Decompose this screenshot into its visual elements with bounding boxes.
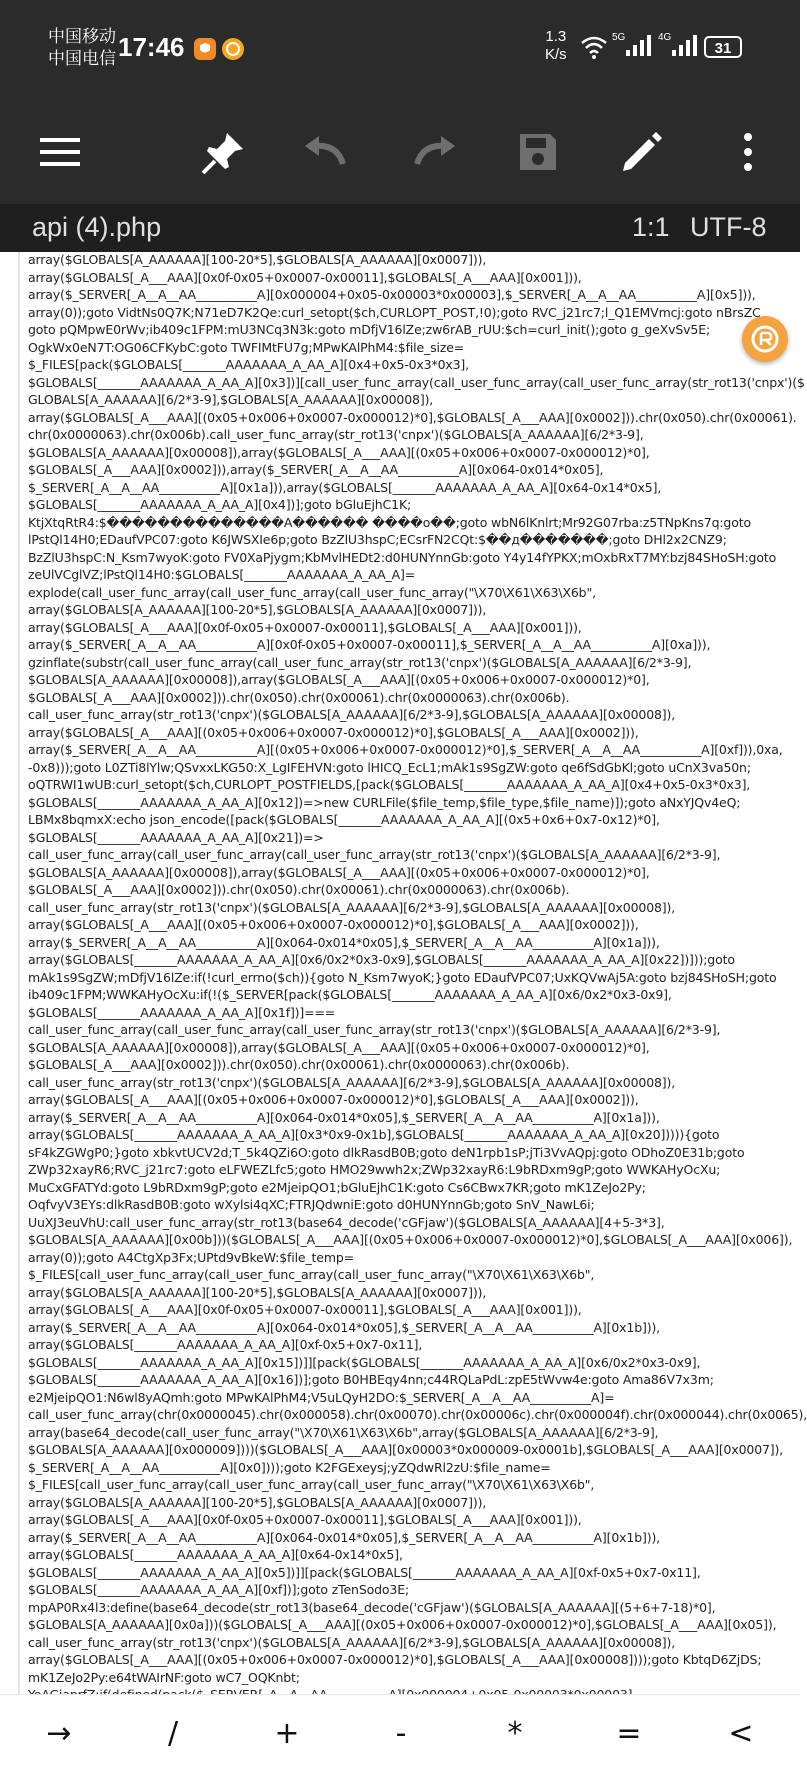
code-line[interactable]: $GLOBALS[A_AAAAAA][0x00b]))($GLOBALS[_A___AAA][(0x05+0x006+0x0007-0x000012)*0],$GLOBALS[_A___AAA][0x006]),	[28, 1232, 793, 1247]
code-line[interactable]: KtjXtqRtR4:$��������������A������ ����o��;goto wbN6lKnlrt;Mr92G07rba:z5TNpKns7q:goto	[28, 514, 751, 530]
assistant-icon	[750, 324, 780, 354]
code-line[interactable]: $GLOBALS[_______AAAAAAA_A_AA_A][0x4])];goto bGluEjhC1K;	[28, 497, 412, 512]
key-less-than[interactable]: <	[728, 1716, 754, 1751]
code-line[interactable]: array($GLOBALS[_A___AAA][(0x05+0x006+0x0007-0x000012)*0],$GLOBALS[_A___AAA][0x0002])),	[28, 917, 639, 932]
code-line[interactable]: array($_SERVER[_A__A__AA__________A][0x064-0x014*0x05],$_SERVER[_A__A__AA__________A][0x1a])),	[28, 934, 660, 950]
code-line[interactable]: array($GLOBALS[A_AAAAAA][100-20*5],$GLOBALS[A_AAAAAA][0x0007])),	[28, 602, 487, 617]
code-line[interactable]: array($GLOBALS[_A___AAA][0x0f-0x05+0x0007-0x00011],$GLOBALS[_A___AAA][0x001])),	[28, 1512, 582, 1527]
code-line[interactable]: array($GLOBALS[A_AAAAAA][100-20*5],$GLOBALS[A_AAAAAA][0x0007])),	[28, 1284, 487, 1300]
code-line[interactable]: sF4kZGWgP0;}goto xbkvtUCV2d;T_5k4QZi6O:goto dlkRasdB0B;goto deN1rpb1sP;jTi3VvAQpj:goto ODhoZ0E31b;goto	[28, 1144, 745, 1160]
code-line[interactable]: array($GLOBALS[_A___AAA][0x0f-0x05+0x0007-0x00011],$GLOBALS[_A___AAA][0x001])),	[28, 269, 582, 285]
code-line[interactable]: $GLOBALS[_______AAAAAAA_A_AA_A][0x12])=>new CURLFile($file_temp,$file_type,$file_name)]);goto aNxYJQv4eQ;	[28, 794, 741, 810]
key-slash[interactable]: /	[167, 1716, 179, 1751]
code-line[interactable]: $GLOBALS[A_AAAAAA][0x000009])))($GLOBALS[_A___AAA][0x00003*0x000009-0x0001b],$GLOBALS[_A___AAA][0x0007]),	[28, 1442, 784, 1457]
file-name: api (4).php	[32, 212, 162, 242]
code-line[interactable]: array($_SERVER[_A__A__AA__________A][0x064-0x014*0x05],$_SERVER[_A__A__AA__________A][0x1a])),	[28, 1109, 660, 1125]
code-line[interactable]: array($GLOBALS[_A___AAA][0x0f-0x05+0x0007-0x00011],$GLOBALS[_A___AAA][0x001])),	[28, 619, 582, 635]
battery-indicator: 31	[704, 36, 742, 58]
key-arrow[interactable]: →	[46, 1716, 72, 1751]
signal-2-label: 4G	[658, 32, 672, 43]
net-speed-value: 1.3	[545, 28, 567, 45]
undo-button[interactable]	[296, 124, 352, 180]
code-line[interactable]: chr(0x0000063).chr(0x006b).call_user_func_array(str_rot13('cnpx')($GLOBALS[A_AAAAAA][6/2*3-9],	[28, 427, 644, 442]
file-encoding[interactable]: UTF-8	[690, 212, 767, 242]
code-line[interactable]: array($GLOBALS[_A___AAA][(0x05+0x006+0x0007-0x000012)*0],$GLOBALS[_A___AAA][0x0002])),	[28, 724, 639, 740]
code-line[interactable]: $_FILES[call_user_func_array(call_user_func_array(call_user_func_array("\X70\X61\X63\X6b",	[28, 1267, 595, 1282]
floating-assistant-button[interactable]	[742, 316, 788, 362]
editor-toolbar	[0, 98, 800, 204]
code-line[interactable]: $_FILES[call_user_func_array(call_user_func_array(call_user_func_array("\X70\X61\X63\X6b",	[28, 1477, 595, 1492]
code-line[interactable]: $GLOBALS[A_AAAAAA][0x0a]))($GLOBALS[_A___AAA][(0x05+0x006+0x0007-0x000012)*0],$GLOBALS[_A___AAA][0x05]),	[28, 1617, 777, 1632]
code-line[interactable]: ZWp32xayR6;RVC_j21rc7:goto eLFWEZLfc5;goto HMO29wwh2x;ZWp32xayR6:L9bRDxm9gP;goto WWKAHyOcXu;	[28, 1162, 721, 1177]
code-line[interactable]: UuXJ3euVhU:call_user_func_array(str_rot13(base64_decode('cGFjaw')($GLOBALS[A_AAAAAA][4+5-3*3],	[28, 1214, 665, 1230]
code-line[interactable]: $_SERVER[_A__A__AA__________A][0x1a])),array($GLOBALS[_______AAAAAAA_A_AA_A][0x64-0x14*0x5],	[28, 479, 662, 495]
edit-button[interactable]	[614, 124, 670, 180]
code-line[interactable]: OqfvyV3EYs:dlkRasdB0B:goto wXylsi4qXC;FTRJQdwniE:goto d0HUNYnnGb;goto SnV_NawL6i;	[28, 1197, 595, 1212]
code-line[interactable]: $GLOBALS[_A___AAA][0x0002])).chr(0x050).chr(0x00061).chr(0x0000063).chr(0x006b).	[28, 689, 570, 705]
line-gutter	[18, 252, 20, 1694]
clock: 17:46	[118, 32, 185, 62]
save-button[interactable]	[510, 124, 566, 180]
file-info-bar	[0, 204, 800, 252]
more-icon	[742, 132, 754, 172]
signal-1-label: 5G	[612, 32, 626, 43]
code-line[interactable]: $GLOBALS[_______AAAAAAA_A_AA_A][0x1f])]===	[28, 1004, 336, 1020]
redo-button[interactable]	[408, 124, 464, 180]
signal-2-icon	[670, 34, 700, 58]
carrier-1: 中国移动	[48, 27, 116, 46]
code-line[interactable]: call_user_func_array(str_rot13('cnpx')($GLOBALS[A_AAAAAA][6/2*3-9],$GLOBALS[A_AAAAAA][0x00008]),	[28, 1074, 676, 1090]
code-line[interactable]: array($_SERVER[_A__A__AA__________A][0x064-0x014*0x05],$_SERVER[_A__A__AA__________A][0x1b])),	[28, 1319, 660, 1335]
code-line[interactable]: array($GLOBALS[_A___AAA][(0x05+0x006+0x0007-0x000012)*0],$GLOBALS[_A___AAA][0x0002])).chr(0x050).chr(0x00061).	[28, 409, 797, 425]
code-line[interactable]: zeUlVCglVZ;lPstQl14H0:$GLOBALS[_______AAAAAAA_A_AA_A]=	[28, 567, 416, 582]
code-line[interactable]: ib409c1FPM;WWKAHyOcXu:if(!($_SERVER[pack($GLOBALS[_______AAAAAAA_A_AA_A][0x6/0x2*0x3-0x9],	[28, 987, 672, 1002]
code-line[interactable]: array($_SERVER[_A__A__AA__________A][0x064-0x014*0x05],$_SERVER[_A__A__AA__________A][0x1b])),	[28, 1529, 660, 1545]
code-line[interactable]: $_SERVER[_A__A__AA__________A][0x0])));goto K2FGExeysj;yZQdwRl2zU:$file_name=	[28, 1459, 551, 1475]
code-line[interactable]: oQTRWI1wUB:curl_setopt($ch,CURLOPT_POSTFIELDS,[pack($GLOBALS[_______AAAAAAA_A_AA_A][0x4+0x5-0x3*0x3],	[28, 777, 751, 792]
key-asterisk[interactable]: *	[507, 1716, 523, 1751]
code-line[interactable]: $GLOBALS[A_AAAAAA][0x00008]),array($GLOBALS[_A___AAA][(0x05+0x006+0x0007-0x000012)*0],	[28, 444, 650, 460]
code-line[interactable]: $GLOBALS[A_AAAAAA][0x00008]),array($GLOBALS[_A___AAA][(0x05+0x006+0x0007-0x000012)*0],	[28, 672, 650, 687]
code-line[interactable]: array(0));goto VidtNs0Q7K;N71eD7K2Qe:curl_setopt($ch,CURLOPT_POST,!0);goto RVC_j21rc7;l_Q1EMVmcj:goto nBrsZC	[28, 304, 761, 320]
code-line[interactable]: $GLOBALS[_______AAAAAAA_A_AA_A][0x5])]][pack($GLOBALS[_______AAAAAAA_A_AA_A][0xf-0x5+0x7-0x11],	[28, 1564, 701, 1580]
code-line[interactable]: lPstQl14H0;EDaufVPC07:goto K6JWSXIe6p;goto BzZlU3hspC;ECsrFN2CQt:$��д�������;goto DHl2x2CNZ9;	[28, 532, 727, 547]
carrier-2: 中国电信	[48, 49, 116, 68]
code-line[interactable]: array($GLOBALS[_______AAAAAAA_A_AA_A][0xf-0x5+0x7-0x11],	[28, 1337, 423, 1352]
status-bar	[0, 0, 800, 98]
code-line[interactable]: call_user_func_array(str_rot13('cnpx')($GLOBALS[A_AAAAAA][6/2*3-9],$GLOBALS[A_AAAAAA][0x00008]),	[28, 707, 676, 722]
code-line[interactable]: mK1ZeJo2Py:e64tWAIrNF:goto wC7_OQKnbt;	[28, 1669, 300, 1685]
pin-icon	[199, 127, 249, 177]
undo-icon	[299, 132, 349, 172]
code-line[interactable]: $_FILES[pack($GLOBALS[_______AAAAAAA_A_AA_A][0x4+0x5-0x3*0x3],	[28, 357, 469, 372]
code-line[interactable]: array($GLOBALS[_A___AAA][(0x05+0x006+0x0007-0x000012)*0],$GLOBALS[_A___AAA][0x00008])));goto KbtqD6ZjDS;	[28, 1652, 762, 1667]
code-line[interactable]: array(0));goto A4CtgXp3Fx;UPtd9vBkeW:$file_temp=	[28, 1249, 354, 1265]
code-line[interactable]: array(base64_decode(call_user_func_array("\X70\X61\X63\X6b",array($GLOBALS[A_AAAAAA][6/2*3-9],	[28, 1424, 659, 1440]
code-line[interactable]: OgkWx0eN7T:OG06CFKybC:goto TWFIMtFU7g;MPwKAlPhM4:$file_size=	[28, 339, 465, 355]
code-line[interactable]: array($_SERVER[_A__A__AA__________A][0x0f-0x05+0x0007-0x00011],$_SERVER[_A__A__AA__________A][0xa])),	[28, 637, 711, 652]
edit-icon	[619, 129, 665, 175]
code-line[interactable]: array($GLOBALS[_______AAAAAAA_A_AA_A][0x3*0x9-0x1b],$GLOBALS[_______AAAAAAA_A_AA_A][0x20])))){goto	[28, 1127, 720, 1142]
save-icon	[516, 130, 560, 174]
pin-button[interactable]	[196, 124, 252, 180]
r-app-icon	[222, 38, 244, 60]
code-line[interactable]: e2MjeipQO1:N6wl8yAQmh:goto MPwKAlPhM4;V5uLQyH2DO:$_SERVER[_A__A__AA__________A]=	[28, 1389, 615, 1405]
code-line[interactable]: call_user_func_array(str_rot13('cnpx')($GLOBALS[A_AAAAAA][6/2*3-9],$GLOBALS[A_AAAAAA][0x00008]),	[28, 899, 676, 915]
key-equals[interactable]: =	[616, 1716, 642, 1751]
code-line[interactable]: $GLOBALS[_______AAAAAAA_A_AA_A][0x15])]][pack($GLOBALS[_______AAAAAAA_A_AA_A][0x6/0x2*0x3-0x9],	[28, 1354, 701, 1370]
code-line[interactable]: -0x8)));goto L0ZTi8lYlw;QSvxxLKG50:X_LgIFEHVN:goto lHICQ_EcL1;mAk1s9SgZW:goto qe6fSdGbKl;goto uCnX3va50n;	[28, 759, 751, 775]
code-line[interactable]: mAk1s9SgZW;mDfjV16lZe:if(!curl_errno($ch)){goto N_Ksm7wyoK;}goto EDaufVPC07;UxKQVwAj5A:goto bzj84SHoSH;goto	[28, 969, 777, 985]
carrier-labels	[48, 26, 116, 70]
code-line[interactable]: $GLOBALS[_A___AAA][0x0002])),array($_SERVER[_A__A__AA__________A][0x064-0x014*0x05],	[28, 462, 604, 477]
code-line[interactable]: array($_SERVER[_A__A__AA__________A][(0x05+0x006+0x0007-0x000012)*0],$_SERVER[_A__A__AA__________A][0xf])),0xa,	[28, 742, 783, 757]
code-line[interactable]: call_user_func_array(call_user_func_array(call_user_func_array(str_rot13('cnpx')($GLOBALS[A_AAAAAA][6/2*3-9],	[28, 847, 721, 862]
code-line[interactable]: array($GLOBALS[A_AAAAAA][100-20*5],$GLOBALS[A_AAAAAA][0x0007])),	[28, 1494, 487, 1510]
code-line[interactable]: GLOBALS[A_AAAAAA][6/2*3-9],$GLOBALS[A_AAAAAA][0x00008]),	[28, 392, 434, 407]
code-line[interactable]: $GLOBALS[_______AAAAAAA_A_AA_A][0xf])];goto zTenSodo3E;	[28, 1582, 410, 1597]
net-speed-unit: K/s	[545, 46, 567, 63]
symbol-key-bar	[0, 1694, 800, 1777]
code-line[interactable]: $GLOBALS[_A___AAA][0x0002])).chr(0x050).chr(0x00061).chr(0x0000063).chr(0x006b).	[28, 882, 570, 897]
code-editor[interactable]	[0, 252, 807, 1694]
code-line[interactable]: call_user_func_array(chr(0x0000045).chr(0x000058).chr(0x00070).chr(0x00006c).chr(0x000004f).chr(0x000044).chr(0x0065),	[28, 1407, 807, 1422]
shield-app-icon	[194, 38, 216, 60]
code-line[interactable]: $GLOBALS[A_AAAAAA][0x00008]),array($GLOBALS[_A___AAA][(0x05+0x006+0x0007-0x000012)*0],	[28, 1039, 650, 1055]
redo-icon	[411, 132, 461, 172]
code-line[interactable]: call_user_func_array(call_user_func_array(call_user_func_array(str_rot13('cnpx')($GLOBALS[A_AAAAAA][6/2*3-9],	[28, 1022, 721, 1037]
code-line[interactable]: $GLOBALS[_A___AAA][0x0002])).chr(0x050).chr(0x00061).chr(0x0000063).chr(0x006b).	[28, 1057, 570, 1072]
code-line[interactable]: explode(call_user_func_array(call_user_func_array(call_user_func_array("\X70\X61\X63\X6b",	[28, 584, 596, 600]
code-line[interactable]: mpAP0Rx4l3:define(base64_decode(str_rot13(base64_decode('cGFjaw')($GLOBALS[A_AAAAAA][(5+6+7-18)*0],	[28, 1599, 716, 1615]
wifi-icon	[580, 34, 608, 60]
code-line[interactable]: $GLOBALS[_______AAAAAAA_A_AA_A][0x16])];goto B0HBEqy4nn;c44RQLaPdL:zpE5tWvw4e:goto Ama86V7x3m;	[28, 1372, 714, 1387]
code-line[interactable]: array($GLOBALS[_A___AAA][(0x05+0x006+0x0007-0x000012)*0],$GLOBALS[_A___AAA][0x0002])),	[28, 1092, 639, 1107]
code-line[interactable]: array($GLOBALS[_A___AAA][0x0f-0x05+0x0007-0x00011],$GLOBALS[_A___AAA][0x001])),	[28, 1302, 582, 1317]
cursor-position: 1:1	[632, 212, 670, 242]
net-speed	[545, 28, 567, 64]
code-line[interactable]: LBMx8bqmxX:echo json_encode([pack($GLOBALS[_______AAAAAAA_A_AA_A][(0x5+0x6+0x7-0x12)*0],	[28, 812, 660, 827]
code-line[interactable]: call_user_func_array(str_rot13('cnpx')($GLOBALS[A_AAAAAA][6/2*3-9],$GLOBALS[A_AAAAAA][0x00008]),	[28, 1634, 676, 1650]
code-line[interactable]: gzinflate(substr(call_user_func_array(call_user_func_array(str_rot13('cnpx')($GLOBALS[A_AAAAAA][6/2*3-9],	[28, 654, 692, 670]
more-options-button[interactable]	[720, 124, 776, 180]
key-plus[interactable]: +	[274, 1716, 300, 1751]
code-line[interactable]: $GLOBALS[_______AAAAAAA_A_AA_A][0x3])][call_user_func_array(call_user_func_array(call_user_func_array(str_rot13('cnpx')($	[28, 374, 805, 390]
key-minus[interactable]: -	[395, 1716, 407, 1751]
menu-button[interactable]	[32, 124, 88, 180]
menu-icon	[38, 134, 82, 170]
code-line[interactable]: goto pQMpwE0rWv;ib409c1FPM:mU3NCq3N3k:goto mDfjV16lZe;zw6rAB_rUU:$ch=curl_init();goto g_geXvSv5E;	[28, 322, 711, 337]
code-line[interactable]: array($GLOBALS[_______AAAAAAA_A_AA_A][0x6/0x2*0x3-0x9],$GLOBALS[_______AAAAAAA_A_AA_A][0x22])]));goto	[28, 952, 735, 967]
code-line[interactable]: MuCxGFATYd:goto L9bRDxm9gP;goto e2MjeipQO1;bGluEjhC1K:goto Cs6CBwx7KR;goto mK1ZeJo2Py;	[28, 1179, 646, 1195]
code-line[interactable]: $GLOBALS[A_AAAAAA][0x00008]),array($GLOBALS[_A___AAA][(0x05+0x006+0x0007-0x000012)*0],	[28, 864, 650, 880]
code-line[interactable]: BzZlU3hspC:N_Ksm7wyoK:goto FV0XaPjygm;KbMvlHEDt2:d0HUNYnnGb:goto Y4y14fYPKX;mOxbRxT7MY:bzj84SHoSH:goto	[28, 549, 777, 565]
code-line[interactable]: array($_SERVER[_A__A__AA__________A][0x000004+0x05-0x00003*0x00003],$_SERVER[_A__A__AA__________A][0x5])),	[28, 287, 756, 302]
signal-1-icon	[624, 34, 654, 58]
code-line[interactable]: array($GLOBALS[_______AAAAAAA_A_AA_A][0x64-0x14*0x5],	[28, 1547, 403, 1562]
code-line[interactable]: array($GLOBALS[A_AAAAAA][100-20*5],$GLOBALS[A_AAAAAA][0x0007])),	[28, 252, 487, 267]
code-line[interactable]: $GLOBALS[_______AAAAAAA_A_AA_A][0x21])=>	[28, 829, 324, 845]
